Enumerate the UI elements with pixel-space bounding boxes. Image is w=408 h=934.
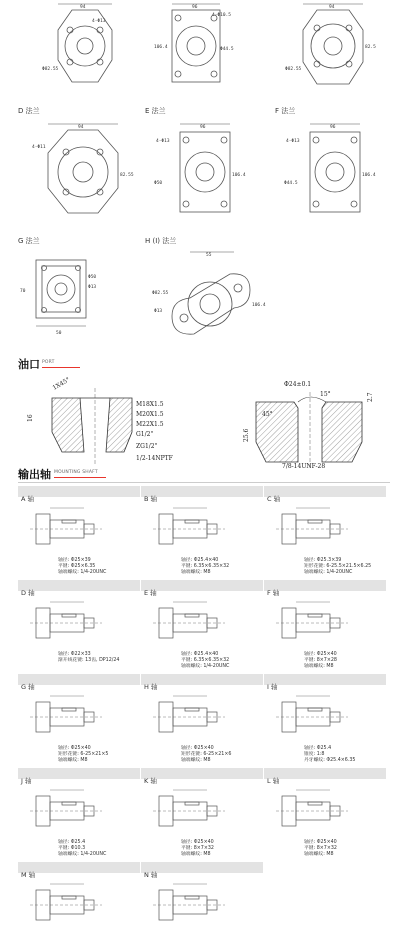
svg-text:4-Φ10.5: 4-Φ10.5 <box>212 13 231 18</box>
shaft-spec-line: 平键: 8×7×28 <box>304 658 337 663</box>
shaft-drawing <box>145 782 255 840</box>
shaft-spec-line: 平键: 6.35×6.35×32 <box>181 564 230 569</box>
svg-text:96: 96 <box>192 5 198 10</box>
flange-label-h: H (I) 法兰 <box>145 237 177 245</box>
shaft-label-bar <box>18 580 140 597</box>
shaft-specs <box>304 840 337 858</box>
shaft-spec-line: 轴端螺纹: M8 <box>181 570 211 575</box>
svg-text:82.55: 82.55 <box>120 173 134 178</box>
shaft-label-bar <box>264 486 386 503</box>
shaft-specs <box>181 840 214 858</box>
shaft-specs <box>58 652 120 664</box>
shaft-spec-line: 轴径: Φ25×40 <box>181 746 214 751</box>
shaft-label: C 轴 <box>267 495 281 503</box>
svg-text:45°: 45° <box>262 411 273 418</box>
shaft-spec-line: 平键: 6.35×6.35×32 <box>181 658 230 663</box>
flange-drawing-3 <box>285 0 385 100</box>
shaft-label-bar <box>141 862 263 879</box>
shaft-label: D 轴 <box>21 589 35 597</box>
flange-drawing-f <box>280 118 390 228</box>
svg-text:1/2-14NPTF: 1/2-14NPTF <box>136 455 173 462</box>
shaft-label: N 轴 <box>144 871 158 879</box>
svg-text:4-Φ11: 4-Φ11 <box>32 145 46 150</box>
svg-text:96: 96 <box>330 125 336 130</box>
svg-text:70: 70 <box>20 289 26 294</box>
shaft-drawing <box>268 500 378 558</box>
shaft-label-bar <box>264 580 386 597</box>
shaft-label-bar <box>18 768 140 785</box>
shaft-spec-line: 轴端螺纹: 1/4-20UNC <box>58 570 107 575</box>
shaft-spec-line: 轴端螺纹: M8 <box>181 852 211 857</box>
shaft-spec-line: 渐开线花键: 13齿, DP12/24 <box>58 658 120 663</box>
shaft-label-bar <box>141 580 263 597</box>
shaft-spec-line: 矩形花键: 6-25.5×21.5×6.25 <box>304 564 372 569</box>
shaft-label: H 轴 <box>144 683 158 691</box>
shaft-spec-line: 轴径: Φ25.3×39 <box>304 558 342 563</box>
shaft-spec-line: 轴径: Φ25.4×40 <box>181 558 219 563</box>
flange-drawing-e <box>150 118 260 228</box>
shaft-specs <box>58 746 108 764</box>
svg-text:4-Φ13: 4-Φ13 <box>286 139 300 144</box>
shaft-drawing <box>22 688 132 746</box>
svg-text:106.4: 106.4 <box>252 303 266 308</box>
shaft-spec-line: 平键: 8×7×32 <box>181 846 214 851</box>
shaft-label-bar <box>141 674 263 691</box>
shaft-label: B 轴 <box>144 495 158 503</box>
shaft-drawing <box>268 594 378 652</box>
shaft-specs <box>304 558 371 576</box>
shaft-drawing <box>145 500 255 558</box>
shaft-label: E 轴 <box>144 589 157 597</box>
shaft-spec-line: 轴端螺纹: 1/4-20UNC <box>58 852 107 857</box>
svg-text:Φ82.55: Φ82.55 <box>42 67 59 72</box>
svg-text:16: 16 <box>27 414 34 422</box>
shaft-specs <box>181 652 229 670</box>
shaft-label-bar <box>18 862 140 879</box>
shaft-label: G 轴 <box>21 683 35 691</box>
shaft-label: J 轴 <box>21 777 32 785</box>
shaft-spec-line: 轴端螺纹: M8 <box>304 664 334 669</box>
shaft-spec-line: 轴径: Φ25.4×40 <box>181 652 219 657</box>
shaft-subtitle: MOUNTING SHAFT <box>54 470 98 475</box>
flange-label-d: D 法兰 <box>18 107 40 115</box>
svg-text:M18X1.5: M18X1.5 <box>136 401 164 408</box>
shaft-drawing <box>268 688 378 746</box>
shaft-label: L 轴 <box>267 777 280 785</box>
shaft-spec-line: 矩形花键: 6-25×21×6 <box>181 752 232 757</box>
shaft-spec-line: 丹牙螺纹: Φ25.4×6.35 <box>304 758 356 763</box>
shaft-spec-line: 轴端螺纹: M8 <box>181 758 211 763</box>
svg-text:15°: 15° <box>320 391 331 398</box>
shaft-label-bar <box>18 674 140 691</box>
port-title: 油口 <box>18 358 40 371</box>
shaft-spec-line: 锥度: 1:8 <box>304 752 325 757</box>
shaft-drawing <box>268 782 378 840</box>
port-drawing-right <box>222 372 402 472</box>
svg-text:106.4: 106.4 <box>362 173 376 178</box>
shaft-spec-line: 轴径: Φ25×40 <box>304 652 337 657</box>
shaft-spec-line: 轴端螺纹: 1/4-20UNC <box>181 664 230 669</box>
shaft-title: 输出轴 <box>18 468 51 481</box>
shaft-specs <box>181 558 229 576</box>
shaft-drawing <box>22 594 132 652</box>
port-drawing-left <box>14 372 194 468</box>
svg-text:94: 94 <box>80 5 86 10</box>
svg-text:1X45°: 1X45° <box>51 376 72 392</box>
shaft-label-bar <box>264 674 386 691</box>
svg-text:4-Φ13: 4-Φ13 <box>156 139 170 144</box>
svg-text:94: 94 <box>329 5 335 10</box>
shaft-spec-line: 轴径: Φ25×40 <box>181 840 214 845</box>
shaft-label: M 轴 <box>21 871 36 879</box>
shaft-spec-line: 轴径: Φ22×33 <box>58 652 91 657</box>
svg-text:ZG1/2": ZG1/2" <box>136 443 158 450</box>
svg-text:82.5: 82.5 <box>365 45 376 50</box>
shaft-drawing <box>145 688 255 746</box>
shaft-drawing <box>145 594 255 652</box>
flange-drawing-g <box>18 248 128 338</box>
shaft-drawing <box>22 782 132 840</box>
shaft-label: I 轴 <box>267 683 278 691</box>
flange-label-g: G 法兰 <box>18 237 40 245</box>
svg-text:Φ13: Φ13 <box>154 309 163 314</box>
shaft-label-bar <box>141 768 263 785</box>
flange-drawing-2 <box>150 0 250 100</box>
flange-label-e: E 法兰 <box>145 107 166 115</box>
svg-text:2.7: 2.7 <box>367 392 374 402</box>
shaft-specs <box>304 746 356 764</box>
shaft-label-bar <box>264 768 386 785</box>
flange-drawing-h <box>150 246 270 346</box>
shaft-spec-line: 轴端螺纹: 1/4-20UNC <box>304 570 353 575</box>
svg-text:25.6: 25.6 <box>243 428 250 442</box>
shaft-specs <box>58 558 106 576</box>
shaft-spec-line: 平键: 8×7×32 <box>304 846 337 851</box>
port-title-underline <box>42 367 80 368</box>
shaft-label: K 轴 <box>144 777 157 785</box>
shaft-divider <box>18 482 390 483</box>
shaft-spec-line: 矩形花键: 6-25×21×5 <box>58 752 109 757</box>
svg-text:106.4: 106.4 <box>154 45 168 50</box>
shaft-spec-line: 轴径: Φ25×39 <box>58 558 91 563</box>
svg-text:Φ50: Φ50 <box>154 181 163 186</box>
shaft-title-underline <box>54 477 106 478</box>
svg-text:55: 55 <box>206 253 212 258</box>
svg-text:Φ44.5: Φ44.5 <box>284 181 298 186</box>
shaft-label-bar <box>141 486 263 503</box>
shaft-specs <box>181 746 231 764</box>
svg-text:Φ82.55: Φ82.55 <box>152 291 169 296</box>
svg-text:7/8-14UNF-28: 7/8-14UNF-28 <box>282 463 326 470</box>
shaft-specs <box>58 840 106 858</box>
shaft-label-bar <box>18 486 140 503</box>
svg-text:M20X1.5: M20X1.5 <box>136 411 164 418</box>
shaft-spec-line: 轴端螺纹: M8 <box>304 852 334 857</box>
shaft-spec-line: 平键: Φ25×6.35 <box>58 564 96 569</box>
flange-drawing-d <box>28 118 138 228</box>
shaft-spec-line: 平键: Φ10.3 <box>58 846 86 851</box>
svg-text:Φ44.5: Φ44.5 <box>220 47 234 52</box>
port-subtitle: PORT <box>42 360 55 365</box>
shaft-spec-line: 轴径: Φ25×40 <box>304 840 337 845</box>
shaft-spec-line: 轴径: Φ25.4 <box>304 746 332 751</box>
svg-text:96: 96 <box>200 125 206 130</box>
shaft-spec-line: 轴径: Φ25.4 <box>58 840 86 845</box>
svg-text:Φ50: Φ50 <box>88 275 97 280</box>
shaft-spec-line: 轴端螺纹: M8 <box>58 758 88 763</box>
svg-text:Φ82.55: Φ82.55 <box>285 67 302 72</box>
svg-text:94: 94 <box>78 125 84 130</box>
shaft-drawing <box>22 500 132 558</box>
flange-drawing-1 <box>40 0 130 100</box>
shaft-drawing <box>145 876 255 934</box>
shaft-specs <box>304 652 337 670</box>
svg-text:4-Φ13: 4-Φ13 <box>92 19 106 24</box>
svg-text:M22X1.5: M22X1.5 <box>136 421 164 428</box>
svg-text:106.4: 106.4 <box>232 173 246 178</box>
shaft-label: A 轴 <box>21 495 35 503</box>
svg-text:G1/2": G1/2" <box>136 431 154 438</box>
svg-text:50: 50 <box>56 331 62 336</box>
shaft-label: F 轴 <box>267 589 280 597</box>
shaft-spec-line: 轴径: Φ25×40 <box>58 746 91 751</box>
svg-text:Φ13: Φ13 <box>88 285 97 290</box>
shaft-drawing <box>22 876 132 934</box>
svg-text:Φ24±0.1: Φ24±0.1 <box>284 381 312 388</box>
flange-label-f: F 法兰 <box>275 107 296 115</box>
